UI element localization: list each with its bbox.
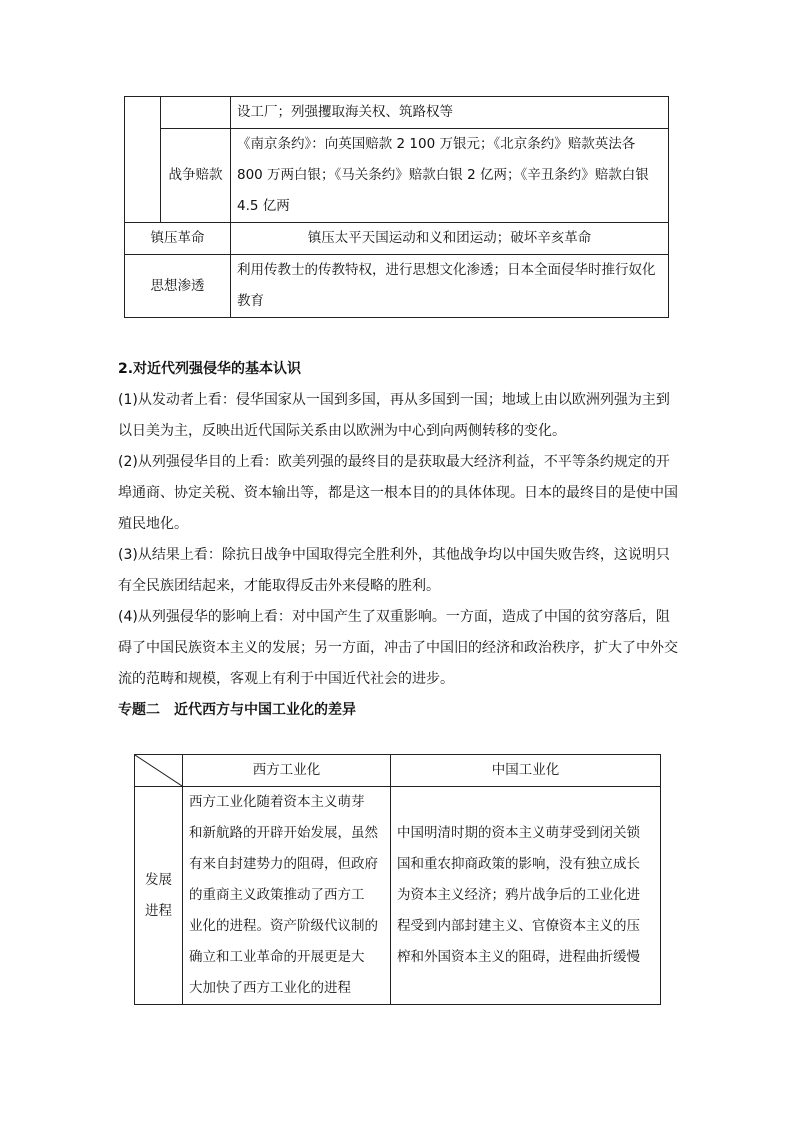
row-label-war-reparations: 战争赔款 (161, 129, 231, 223)
table-cell: 利用传教士的传教特权，进行思想文化渗透；日本全面侵华时推行奴化教育 (231, 255, 669, 318)
section-heading: 2.对近代列强侵华的基本认识 (118, 361, 302, 377)
table-cell: 《南京条约》：向英国赔款 2 100 万银元；《北京条约》赔款英法各 800 万两白银；《马关条约》赔款白银 2 亿两；《辛丑条约》赔款白银 4.5 亿两 (231, 129, 669, 223)
paragraph: (3)从结果上看：除抗日战争中国取得完全胜利外，其他战争均以中国失败告终，这说明只有全民族团结起来，才能取得反击外来侵略的胜利。 (118, 547, 670, 594)
paragraph: (2)从列强侵华目的上看：欧美列强的最终目的是获取最大经济利益，不平等条约规定的开埠通商、协定关税、资本输出等，都是这一根本目的的具体体现。日本的最终目的是使中国殖民地化。 (118, 454, 678, 532)
china-industrialization-cell: 中国明清时期的资本主义萌芽受到闭关锁 国和重农抑商政策的影响，没有独立成长 为资本主义经济；鸦片战争后的工业化进 程受到内部封建主义、官僚资本主义的压 榨和外国资本主义的阻碍，进程曲折缓慢 (391, 787, 661, 1005)
column-header-china: 中国工业化 (391, 755, 661, 787)
invasion-table (124, 96, 669, 318)
industrialization-table (134, 754, 661, 1005)
row-label-development: 发展 进程 (135, 787, 183, 1005)
paragraph: (4)从列强侵华的影响上看：对中国产生了双重影响。一方面，造成了中国的贫穷落后，阻碍了中国民族资本主义的发展；另一方面，冲击了中国旧的经济和政治秩序，扩大了中外交流的范畴和规模，客观上有利于中国近代社会的进步。 (118, 609, 678, 687)
table-row (125, 223, 669, 255)
row-label-suppress-revolution: 镇压革命 (125, 223, 231, 255)
paragraph: (1)从发动者上看：侵华国家从一国到多国，再从多国到一国；地域上由以欧洲列强为主到以日美为主，反映出近代国际关系由以欧洲为中心到向两侧转移的变化。 (118, 392, 670, 439)
section-basic-understanding (118, 354, 680, 726)
table-row (125, 97, 669, 129)
table-cell: 设工厂；列强攫取海关权、筑路权等 (231, 97, 669, 129)
table-row (125, 129, 669, 223)
row-label-ideology: 思想渗透 (125, 255, 231, 318)
topic-heading: 专题二 近代西方与中国工业化的差异 (118, 702, 356, 718)
column-header-west: 西方工业化 (183, 755, 391, 787)
west-industrialization-cell: 西方工业化随着资本主义萌芽 和新航路的开辟开始发展，虽然 有来自封建势力的阻碍，但政府 的重商主义政策推动了西方工 业化的进程。资产阶级代议制的 确立和工业革命的开展更是大 大加快了西方工业化的进程 (183, 787, 391, 1005)
table-row (125, 255, 669, 318)
table-header-row (135, 755, 661, 787)
merged-category-cell (125, 97, 161, 223)
table-row (135, 787, 661, 1005)
table-cell: 镇压太平天国运动和义和团运动；破坏辛亥革命 (231, 223, 669, 255)
diagonal-header-cell (135, 755, 183, 787)
empty-label-cell (161, 97, 231, 129)
